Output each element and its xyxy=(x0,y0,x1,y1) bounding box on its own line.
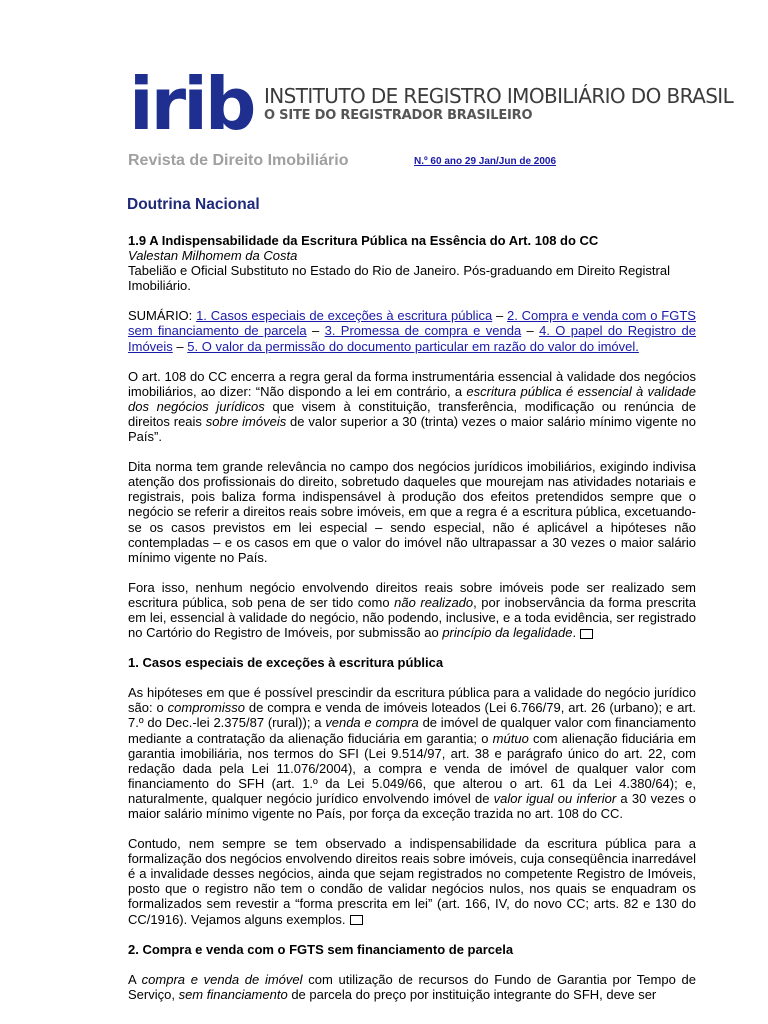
summary-link-1[interactable]: 1. Casos especiais de exceções à escritura pública xyxy=(196,308,493,324)
article-author: Valestan Milhomem da Costa xyxy=(128,248,298,264)
article-body xyxy=(128,233,696,1002)
irib-logo[interactable]: irib xyxy=(129,62,254,146)
end-mark-icon xyxy=(580,629,593,639)
end-mark-icon xyxy=(350,915,363,925)
summary: SUMÁRIO: 1. Casos especiais de exceções à escritura pública – 2. Compra e venda com o FGTS sem financiamento de parcela – 3. Promessa de compra e venda – 4. O papel do Registro de Imóveis – 5. O valor da permissão do documento particular em razão do valor do imóvel. xyxy=(128,308,696,354)
heading-1: 1. Casos especiais de exceções à escritura pública xyxy=(128,655,444,671)
heading-2: 2. Compra e venda com o FGTS sem financiamento de parcela xyxy=(128,941,514,957)
paragraph-4: As hipóteses em que é possível prescindir da escritura pública para a validade do negócio jurídico são: o compromisso de compra e venda de imóveis loteados (Lei 6.766/79, art. 26 (urbano); e art. 7.º do Dec.-lei 2.375/87 (rural)); a venda e compra de imóvel de qualquer valor com financiamento mediante a contratação da alienação fiduciária em garantia; o mútuo com alienação fiduciária em garantia imobiliária, nos termos do SFI (Lei 9.514/97, art. 38 e parágrafo único do art. 22, com redação dada pela Lei 11.076/2004), a compra e venda de imóvel de qualquer valor com financiamento do SFH (art. 1.º da Lei 5.049/66, que alterou o art. 61 da Lei 4.380/64); e, naturalmente, qualquer negócio jurídico envolvendo imóvel de valor igual ou inferior a 30 vezes o maior salário mínimo vigente no País, por força da exceção trazida no art. 108 do CC. xyxy=(128,685,697,821)
author-affiliation: Tabelião e Oficial Substituto no Estado do Rio de Janeiro. Pós-graduando em Direito Registral Imobiliário. xyxy=(128,263,670,294)
paragraph-5: Contudo, nem sempre se tem observado a indispensabilidade da escritura pública para a formalização dos negócios envolvendo direitos reais sobre imóveis, cuja conseqüência inarredável é a invalidade desses negócios, ainda que sejam registrados no competente Registro de Imóveis, posto que o registro não tem o condão de validar negócios nulos, nos quais se enquadram os formalizados sem revestir a “forma prescrita em lei” (art. 166, IV, do novo CC; arts. 82 e 130 do CC/1916). Vejamos alguns exemplos. xyxy=(128,836,696,927)
institution-name: INSTITUTO DE REGISTRO IMOBILIÁRIO DO BRASIL xyxy=(264,84,734,108)
section-title: Doutrina Nacional xyxy=(127,196,260,213)
summary-link-5[interactable]: 5. O valor da permissão do documento particular em razão do valor do imóvel. xyxy=(187,338,639,354)
summary-link-3[interactable]: 3. Promessa de compra e venda xyxy=(324,323,522,339)
issue-link[interactable]: N.º 60 ano 29 Jan/Jun de 2006 xyxy=(414,156,557,167)
paragraph-1: O art. 108 do CC encerra a regra geral da forma instrumentária essencial à validade dos negócios imobiliários, ao dizer: “Não dispondo a lei em contrário, a escritura pública é essencial à validade dos negócios jurídicos que visem à constituição, transferência, modificação ou renúncia de direitos reais sobre imóveis de valor superior a 30 (trinta) vezes o maior salário mínimo vigente no País”. xyxy=(128,368,697,445)
paragraph-3: Fora isso, nenhum negócio envolvendo direitos reais sobre imóveis pode ser realizado sem escritura pública, sob pena de ser tido como não realizado, por inobservância da forma prescrita em lei, essencial à validade do negócio, não podendo, inclusive, e a toda evidência, ser registrado no Cartório do Registro de Imóveis, por submissão ao princípio da legalidade. xyxy=(128,579,697,641)
site-subtitle: O SITE DO REGISTRADOR BRASILEIRO xyxy=(264,108,533,123)
paragraph-6: A compra e venda de imóvel com utilização de recursos do Fundo de Garantia por Tempo de Serviço, sem financiamento de parcela do preço por instituição integrante do SFH, deve ser xyxy=(128,971,696,1002)
journal-title: Revista de Direito Imobiliário xyxy=(128,152,349,169)
article-title: 1.9 A Indispensabilidade da Escritura Pública na Essência do Art. 108 do CC xyxy=(128,233,599,248)
summary-link-2[interactable]: 2. Compra e venda com o FGTS sem financiamento de parcela xyxy=(128,308,696,339)
paragraph-2: Dita norma tem grande relevância no campo dos negócios jurídicos imobiliários, exigindo indivisa atenção dos profissionais do direito, sobretudo daqueles que mourejam nas atividades notariais e registrais, pois baliza forma indispensável à produção dos efeitos pretendidos sempre que o negócio se referir a direitos reais sobre imóveis, em que a regra é a escritura pública, excetuando-se os casos previstos em lei especial – sendo especial, não é aplicável a hipóteses não contempladas – e os casos em que o valor do imóvel não ultrapassar a 30 vezes o maior salário mínimo vigente no País. xyxy=(128,459,696,565)
summary-link-4[interactable]: 4. O papel do Registro de Imóveis xyxy=(128,323,696,354)
